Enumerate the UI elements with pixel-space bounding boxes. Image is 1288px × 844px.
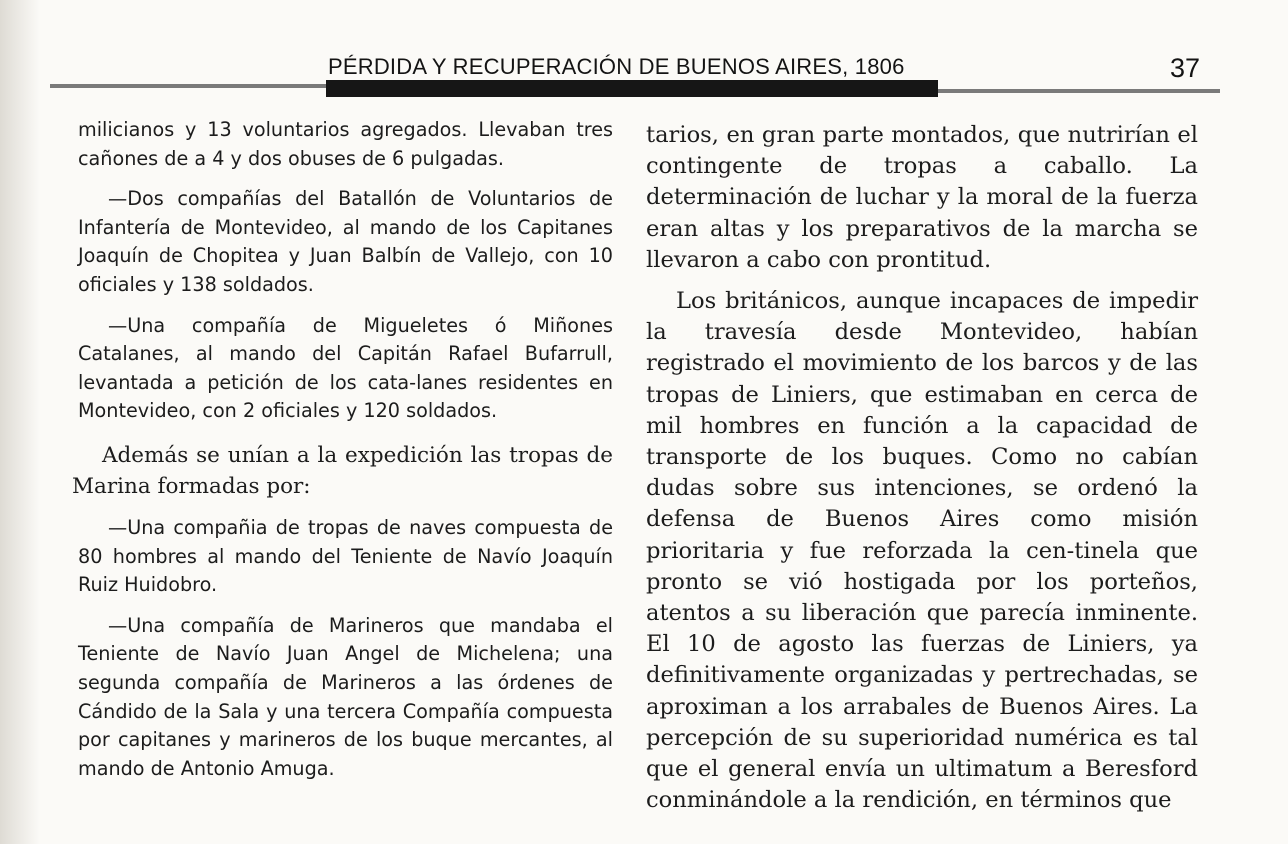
left-paragraph: milicianos y 13 voluntarios agregados. Llevaban tres cañones de a 4 y dos obuses de 6 pulgadas. [78, 118, 613, 170]
page-number: 37 [1170, 53, 1201, 83]
right-paragraph: tarios, en gran parte montados, que nutrirían el contingente de tropas a caballo. La determinación de luchar y la moral de la fuerza eran altas y los preparativos de la marcha se llevaron a cabo con prontitud. [646, 122, 1198, 273]
header-rule-right [938, 89, 1220, 93]
left-paragraph: —Dos compañías del Batallón de Voluntarios de Infantería de Montevideo, al mando de los Capitanes Joaquín de Chopitea y Juan Balbín de Vallejo, con 10 oficiales y 138 soldados. [78, 187, 613, 296]
left-paragraph: —Una compañía de Marineros que mandaba el Teniente de Navío Juan Angel de Michelena; una segunda compañía de Marineros a las órdenes de Cándido de la Sala y una tercera Compañía compuesta por capitanes y marineros de los buque mercantes, al mando de Antonio Amuga. [78, 613, 613, 780]
header-rule-center [326, 80, 938, 97]
header-rule-left [50, 84, 330, 88]
left-column [72, 116, 613, 783]
gutter-shadow [0, 0, 40, 844]
left-paragraph: —Una compañia de tropas de naves compuesta de 80 hombres al mando del Teniente de Navío Joaquín Ruiz Huidobro. [78, 515, 613, 597]
right-paragraph: Los británicos, aunque incapaces de impedir la travesía desde Montevideo, habían registrado el movimiento de los barcos y de las tropas de Liniers, que estimaban en cerca de mil hombres en función a la capacidad de transporte de los buques. Como no cabían dudas sobre sus intenciones, se ordenó la defensa de Buenos Aires como misión prioritaria y fue reforzada la cen-tinela que pronto se vió hostigada por los porteños, atentos a su liberación que parecía inminente. El 10 de agosto las fuerzas de Liniers, ya definitivamente organizadas y pertrechadas, se aproximan a los arrabales de Buenos Aires. La percepción de su superioridad numérica es tal que el general envía un ultimatum a Beresford conminándole a la rendición, en términos que [646, 288, 1198, 814]
running-title: PÉRDIDA Y RECUPERACIÓN DE BUENOS AIRES, 1806 [328, 54, 905, 79]
right-column [646, 120, 1198, 816]
left-paragraph: —Una compañía de Migueletes ó Miñones Catalanes, al mando del Capitán Rafael Bufarrull, levantada a petición de los cata-lanes residentes en Montevideo, con 2 oficiales y 120 soldados. [78, 313, 613, 423]
left-paragraph: Además se unían a la expedición las tropas de Marina formadas por: [72, 442, 613, 499]
